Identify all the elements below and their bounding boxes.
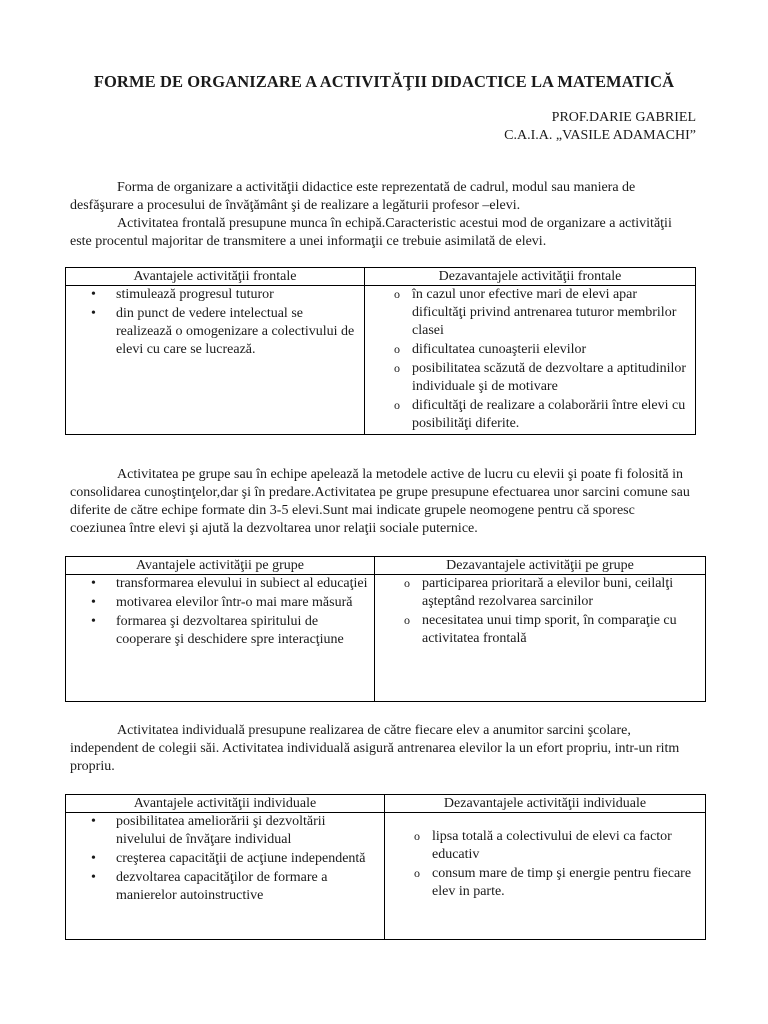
individual-advantages-header: Avantajele activităţii individuale — [66, 795, 385, 813]
frontal-disadvantages-cell — [365, 286, 696, 435]
groups-table — [65, 556, 706, 702]
frontal-advantages-list — [66, 286, 364, 359]
individual-text: Activitatea individuală presupune realizarea de către fiecare elev a anumitor sarcini şcolare, independent de colegii săi. Activitatea individuală asigură antrenarea elevilor la un efort propriu, intr-un ritm propriu. — [70, 723, 680, 774]
frontal-advantages-header: Avantajele activităţii frontale — [66, 268, 365, 286]
individual-disadvantages-cell — [385, 813, 706, 940]
frontal-advantages-cell — [66, 286, 365, 435]
frontal-paragraph — [70, 215, 694, 251]
groups-advantages-header: Avantajele activităţii pe grupe — [66, 557, 375, 575]
intro-text: Forma de organizare a activităţii didactice este reprezentată de cadrul, modul sau maniera de desfăşurare a procesului de învăţământ şi de realizare a legăturii profesor –elevi. — [70, 180, 636, 213]
list-item: o lipsa totală a colectivului de elevi ca factor educativ — [385, 828, 705, 864]
list-item: • transformarea elevului in subiect al educaţiei — [66, 575, 374, 593]
groups-advantages-list — [66, 575, 374, 649]
list-item: o dificultatea cunoaşterii elevilor — [365, 341, 695, 359]
list-item: • motivarea elevilor într-o mai mare măsură — [66, 594, 374, 612]
list-item: o consum mare de timp şi energie pentru fiecare elev in parte. — [385, 865, 705, 901]
individual-paragraph — [70, 722, 694, 776]
list-item: • posibilitatea ameliorării şi dezvoltării nivelului de învăţare individual — [66, 813, 384, 849]
individual-disadvantages-header: Dezavantajele activităţii individuale — [385, 795, 706, 813]
list-item: • din punct de vedere intelectual se realizează o omogenizare a colectivului de elevi cu care se lucrează. — [66, 305, 364, 359]
list-item: o în cazul unor efective mari de elevi apar dificultăţi privind antrenarea tuturor membrilor clasei — [365, 286, 695, 340]
groups-disadvantages-cell — [375, 575, 706, 702]
list-item: o dificultăţi de realizare a colaborării între elevi cu posibilităţi diferite. — [365, 397, 695, 433]
frontal-disadvantages-list — [365, 286, 695, 433]
individual-advantages-cell — [66, 813, 385, 940]
individual-disadvantages-list — [385, 828, 705, 901]
list-item: o necesitatea unui timp sporit, în comparaţie cu activitatea frontală — [375, 612, 705, 648]
author-name: PROF.DARIE GABRIEL — [551, 110, 696, 125]
list-item: • formarea şi dezvoltarea spiritului de cooperare şi deschidere spre interacţiune — [66, 613, 374, 649]
list-item: o posibilitatea scăzută de dezvoltare a aptitudinilor individuale şi de motivare — [365, 360, 695, 396]
list-item: o participarea prioritară a elevilor buni, ceilalţi aşteptând rezolvarea sarcinilor — [375, 575, 705, 611]
groups-disadvantages-header: Dezavantajele activităţii pe grupe — [375, 557, 706, 575]
frontal-disadvantages-header: Dezavantajele activităţii frontale — [365, 268, 696, 286]
groups-disadvantages-list — [375, 575, 705, 648]
frontal-text: Activitatea frontală presupune munca în echipă.Caracteristic acestui mod de organizare a activităţii este procentul majoritar de transmitere a unei informaţii ce trebuie asimilată de elevi. — [70, 216, 672, 249]
individual-table — [65, 794, 706, 940]
document-title: FORME DE ORGANIZARE A ACTIVITĂŢII DIDACTICE LA MATEMATICĂ — [93, 72, 675, 91]
intro-paragraph — [70, 179, 694, 215]
list-item: • dezvoltarea capacităţilor de formare a manierelor autoinstructive — [66, 869, 384, 905]
list-item: • creşterea capacităţii de acţiune independentă — [66, 850, 384, 868]
groups-paragraph — [70, 466, 694, 538]
groups-advantages-cell — [66, 575, 375, 702]
groups-text: Activitatea pe grupe sau în echipe apelează la metodele active de lucru cu elevii şi poate fi folosită in consolidarea cunoştinţelor,dar şi în predare.Activitatea pe grupe presupune efectuarea unor sarcini comune sau diferite de către echipe formate din 3-5 elevi.Sunt mai indicate grupele neomogene pentru că sporesc coeziunea între elevi şi ajută la dezvoltarea unor relaţii sociale puternice. — [70, 467, 690, 536]
frontal-table — [65, 267, 696, 435]
author-school: C.A.I.A. „VASILE ADAMACHI” — [504, 128, 696, 143]
list-item: • stimulează progresul tuturor — [66, 286, 364, 304]
individual-advantages-list — [66, 813, 384, 905]
